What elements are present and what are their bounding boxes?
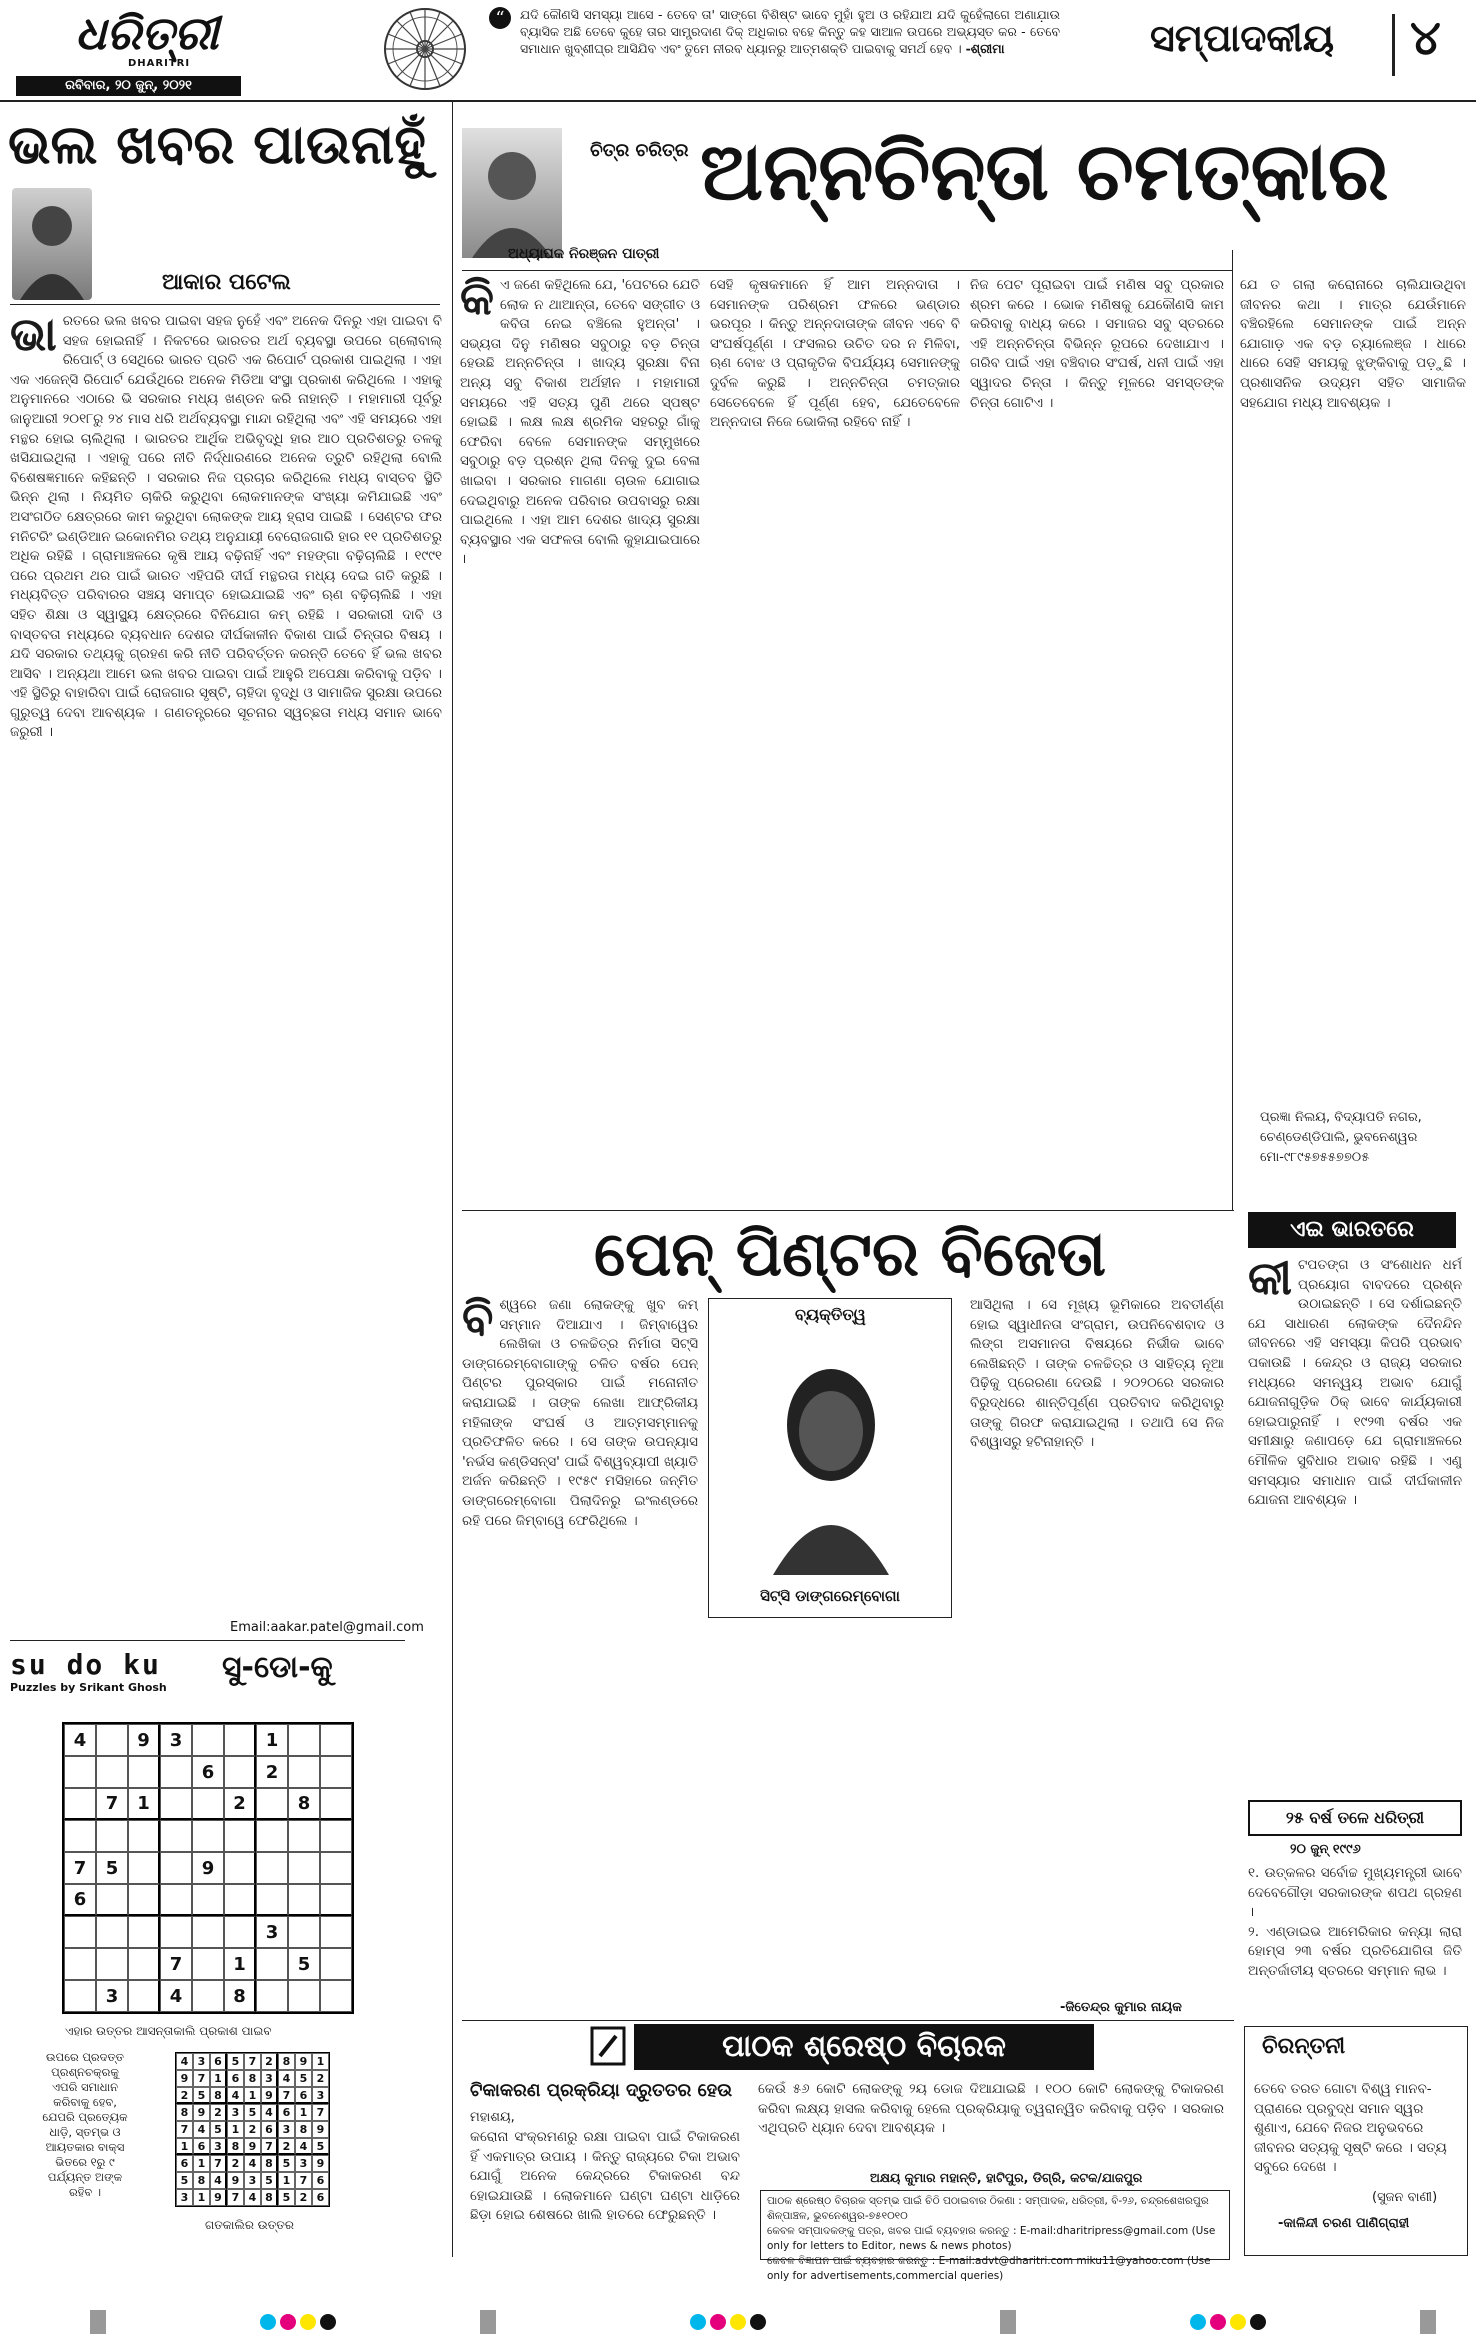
solution-cell: 5 xyxy=(312,2138,329,2155)
sudoku-cell[interactable] xyxy=(192,1948,224,1980)
sudoku-cell[interactable] xyxy=(256,1980,288,2012)
sudoku-cell[interactable] xyxy=(320,1980,352,2012)
profile-photo xyxy=(769,1335,893,1575)
letters-address-box xyxy=(760,2190,1230,2282)
solution-cell: 1 xyxy=(244,2087,261,2104)
editorial-photo xyxy=(462,128,562,258)
letter-title: ଟିକାକରଣ ପ୍ରକ୍ରିୟା ଦ୍ରୁତତର ହେଉ xyxy=(470,2080,733,2101)
profile-body2: ଆସିଥିଲା । ସେ ମୂଖ୍ୟ ଭୂମିକାରେ ଅବତୀର୍ଣ୍ଣ ହୋଇ ସ୍ୱାଧୀନତା ସଂଗ୍ରାମ, ଉପନିବେଶବାଦ ଓ ଲିଙ୍ଗ ଅସମାନତା ବିଷୟରେ ନିର୍ଭୀକ ଭାବେ ଲେଖିଛନ୍ତି । ତାଙ୍କ ଚଳଚ୍ଚିତ୍ର ଓ ସାହିତ୍ୟ ନୂଆ ପିଢ଼ିକୁ ପ୍ରେରଣା ଦେଉଛି । ୨୦୨୦ରେ ସରକାର ବିରୁଦ୍ଧରେ ଶାନ୍ତିପୂର୍ଣ୍ଣ ପ୍ରତିବାଦ କରିଥିବାରୁ ତାଙ୍କୁ ଗିରଫ କରାଯାଇଥିଲା । ତଥାପି ସେ ନିଜ ବିଶ୍ୱାସରୁ ହଟିନାହାନ୍ତି । xyxy=(970,1297,1224,1451)
editorial-right-divider xyxy=(1232,250,1233,1210)
sudoku-cell[interactable]: 4 xyxy=(64,1724,96,1756)
logo-subtitle: DHARITRI xyxy=(128,58,191,69)
sudoku-cell[interactable] xyxy=(256,1852,288,1884)
solution-cell: 1 xyxy=(210,2070,227,2087)
sudoku-cell[interactable]: 6 xyxy=(192,1756,224,1788)
editorial-dropcap: କି xyxy=(460,276,494,325)
solution-cell: 9 xyxy=(244,2138,261,2155)
sudoku-cell[interactable] xyxy=(224,1852,256,1884)
sudoku-cell[interactable] xyxy=(64,1980,96,2012)
sudoku-cell[interactable] xyxy=(64,1756,96,1788)
solution-cell: 9 xyxy=(261,2087,278,2104)
solution-cell: 4 xyxy=(244,2155,261,2172)
sudoku-cell[interactable]: 8 xyxy=(224,1980,256,2012)
profile-photo-caption: ସିଟ୍ସି ଡାଙ୍ଗରେମ୍ବୋଗା xyxy=(760,1587,900,1605)
sudoku-top-rule xyxy=(10,1640,405,1641)
col1-author-rule xyxy=(10,304,440,305)
editorial-signature xyxy=(1260,1108,1470,1168)
sudoku-cell[interactable] xyxy=(96,1724,128,1756)
solution-cell: 5 xyxy=(244,2104,261,2121)
col1-avatar xyxy=(12,188,92,300)
sudoku-cell[interactable] xyxy=(192,1788,224,1820)
solution-cell: 4 xyxy=(244,2189,261,2206)
sudoku-cell[interactable]: 1 xyxy=(128,1788,160,1820)
sudoku-cell[interactable] xyxy=(192,1980,224,2012)
sudoku-cell[interactable] xyxy=(320,1916,352,1948)
solution-cell: 9 xyxy=(312,2155,329,2172)
sudoku-cell[interactable]: 3 xyxy=(96,1980,128,2012)
masthead xyxy=(0,0,1476,100)
sudoku-cell[interactable] xyxy=(320,1948,352,1980)
solution-cell: 6 xyxy=(261,2121,278,2138)
solution-cell: 4 xyxy=(261,2104,278,2121)
sudoku-solution-grid xyxy=(175,2052,330,2207)
registration-marks xyxy=(0,2310,1476,2334)
editorial-body3: ନିଜ ପେଟ ପୂରାଇବା ପାଇଁ ମଣିଷ ସବୁ ପ୍ରକାର ଶ୍ରମ କରେ । ଭୋକ ମଣିଷକୁ ଯେକୌଣସି କାମ କରିବାକୁ ବାଧ୍ୟ କରେ । ସମାଜର ସବୁ ସ୍ତରରେ ଏହି ଅନ୍ନଚିନ୍ତା ବିଭିନ୍ନ ରୂପରେ ଦେଖାଯାଏ । ଗରିବ ପାଇଁ ଏହା ବଞ୍ଚିବାର ସଂଘର୍ଷ, ଧନୀ ପାଇଁ ଏହା ସ୍ୱାଦର ଚିନ୍ତା । କିନ୍ତୁ ମୂଳରେ ସମସ୍ତଙ୍କ ଚିନ୍ତା ଗୋଟିଏ । xyxy=(970,277,1224,411)
sudoku-cell[interactable] xyxy=(160,1884,192,1916)
solution-cell: 2 xyxy=(210,2104,227,2121)
col1-author: ଆକାର ପଟେଲ xyxy=(162,270,291,295)
sudoku-cell[interactable] xyxy=(64,1916,96,1948)
editorial-body1: ଏ ଜଣେ କହିଥିଲେ ଯେ, 'ପେଟରେ ଯେତି ଲୋକ ନ ଥାଆନ୍ତା, ତେବେ ସଙ୍ଗୀତ ଓ କବିତା ନେଇ ବଞ୍ଚିଲେ ହୁଅନ୍ତା' । ସଭ୍ୟତା ଦିନୁ ମଣିଷର ସବୁଠାରୁ ବଡ଼ ଚିନ୍ତା ହେଉଛି ଅନ୍ନଚିନ୍ତା । ଖାଦ୍ୟ ସୁରକ୍ଷା ବିନା ଅନ୍ୟ ସବୁ ବିକାଶ ଅର୍ଥହୀନ । ମହାମାରୀ ସମୟରେ ଏହି ସତ୍ୟ ପୁଣି ଥରେ ସ୍ପଷ୍ଟ ହୋଇଛି । ଲକ୍ଷ ଲକ୍ଷ ଶ୍ରମିକ ସହରରୁ ଗାଁକୁ ଫେରିବା ବେଳେ ସେମାନଙ୍କ ସମ୍ମୁଖରେ ସବୁଠାରୁ ବଡ଼ ପ୍ରଶ୍ନ ଥିଲା ଦିନକୁ ଦୁଇ ବେଳା ଖାଇବା । ସରକାର ମାଗଣା ଚାଉଳ ଯୋଗାଇ ଦେଇଥିବାରୁ ଅନେକ ପରିବାର ଉପବାସରୁ ରକ୍ଷା ପାଇଥିଲେ । ଏହା ଆମ ଦେଶର ଖାଦ୍ୟ ସୁରକ୍ଷା ବ୍ୟବସ୍ଥାର ଏକ ସଫଳତା ବୋଲି କୁହାଯାଇପାରେ । xyxy=(460,277,700,568)
sudoku-cell[interactable] xyxy=(288,1724,320,1756)
masthead-divider xyxy=(1392,14,1395,76)
sudoku-cell[interactable] xyxy=(320,1724,352,1756)
sudoku-cell[interactable] xyxy=(128,1916,160,1948)
sudoku-cell[interactable]: 9 xyxy=(192,1852,224,1884)
editorial-author: ଅଧ୍ୟାପକ ନିରଞ୍ଜନ ପାତ୍ରୀ xyxy=(508,246,660,262)
quote-text: ଯଦି କୌଣସି ସମସ୍ୟା ଆସେ - ତେବେ ତା' ସାଙ୍ଗେ ବିଶିଷ୍ଟ ଭାବେ ମୁହାଁ ହୁଅ ଓ ରହିଯାଅ ଯଦି କୁହେଁଲାଗେ ଅଣାଯ଼ାଉ ବ୍ୟାସିକ ଅଛି ତେବେ କୁହେ ତାର ସାମ୍ପ୍ରଦାଣ ଦିକ୍ ଅଧିକାର ବହେ କିନ୍ତୁ କହ ସାଆଳ ଉପରେ ଅଭ୍ୟସ୍ତ କର - ତେବେ ସମାଧାନ ଖୁବ୍ଶୀଘ୍ର ଆସିଯିବ ଏବଂ ତୁମେ ନୀରବ ଧ୍ୟାନରୁ ଆତ୍ମଶକ୍ତି ପାଇବାକୁ ସମର୍ଥ ହେବ । xyxy=(520,7,1060,56)
solution-cell: 3 xyxy=(210,2138,227,2155)
sudoku-cell[interactable] xyxy=(320,1820,352,1852)
grey-mark xyxy=(480,2310,496,2334)
sudoku-cell[interactable] xyxy=(160,1820,192,1852)
letters-email-editor[interactable]: କେବଳ ସମ୍ପାଦକଙ୍କୁ ପତ୍ର, ଖବର ପାଇଁ ବ୍ୟବହାର କରନ୍ତୁ : E-mail:dharitripress@gmail.com (Use only for letters to Editor, news & news photos) xyxy=(767,2225,1216,2252)
solution-cell: 5 xyxy=(193,2087,210,2104)
solution-cell: 7 xyxy=(227,2189,244,2206)
letter-salutation: ମହାଶୟ, xyxy=(470,2110,515,2125)
solution-cell: 8 xyxy=(193,2172,210,2189)
solution-cell: 8 xyxy=(176,2104,193,2121)
editorial-body2: ସେହି କୃଷକମାନେ ହିଁ ଆମ ଅନ୍ନଦାତା । ସେମାନଙ୍କ ପରିଶ୍ରମ ଫଳରେ ଭଣ୍ଡାର ଭରପୂର । କିନ୍ତୁ ଅନ୍ନଦାତାଙ୍କ ଜୀବନ ଏବେ ବି ସଂଘର୍ଷପୂର୍ଣ୍ଣ । ଫସଲର ଉଚିତ ଦର ନ ମିଳିବା, ଋଣ ବୋଝ ଓ ପ୍ରାକୃତିକ ବିପର୍ଯ୍ୟୟ ସେମାନଙ୍କୁ ଦୁର୍ବଳ କରୁଛି । ଅନ୍ନଚିନ୍ତା ଚମତ୍କାର ସେତେବେଳେ ହିଁ ପୂର୍ଣ୍ଣ ହେବ, ଯେତେବେଳେ ଅନ୍ନଦାତା ନିଜେ ଭୋକିଲା ରହିବେ ନାହିଁ । xyxy=(710,277,960,431)
solution-cell: 8 xyxy=(261,2155,278,2172)
solution-cell: 6 xyxy=(278,2104,295,2121)
editorial-headline: ଅନ୍ନଚିନ୍ତା ଚମତ୍କାର xyxy=(700,125,1389,218)
grey-mark xyxy=(90,2310,106,2334)
profile-box-label: ବ୍ୟକ୍ତିତ୍ୱ xyxy=(795,1305,866,1324)
solution-cell: 1 xyxy=(295,2104,312,2121)
sudoku-byline: Puzzles by Srikant Ghosh xyxy=(10,1681,167,1694)
solution-cell: 6 xyxy=(295,2087,312,2104)
letter-body1: କରୋନା ସଂକ୍ରମଣରୁ ରକ୍ଷା ପାଇବା ପାଇଁ ଟିକାକରଣ ହିଁ ଏକମାତ୍ର ଉପାୟ । କିନ୍ତୁ ରାଜ୍ୟରେ ଟିକା ଅଭାବ ଯୋଗୁଁ ଅନେକ କେନ୍ଦ୍ରରେ ଟିକାକରଣ ବନ୍ଦ ହୋଇଯାଉଛି । ଲୋକମାନେ ଘଣ୍ଟା ଘଣ୍ଟା ଧାଡ଼ିରେ ଛିଡ଼ା ହୋଇ ଶେଷରେ ଖାଲି ହାତରେ ଫେରୁଛନ୍ତି । xyxy=(470,2129,740,2224)
letter-signoff: ଅକ୍ଷୟ କୁମାର ମହାନ୍ତି, ହାଟିପୁର, ଡିଗ୍ରି, କଟକ/ଯାଜପୁର xyxy=(870,2170,1143,2185)
logo-text: ଧରିତ୍ରୀ xyxy=(75,6,219,60)
solution-cell: 5 xyxy=(295,2070,312,2087)
solution-cell: 9 xyxy=(176,2070,193,2087)
letters-top-rule xyxy=(462,2020,1234,2021)
poem-source: (ସୁଜନ ବାଣୀ) xyxy=(1372,2190,1438,2205)
sudoku-cell[interactable]: 2 xyxy=(224,1788,256,1820)
sudoku-cell[interactable]: 1 xyxy=(256,1724,288,1756)
solution-cell: 6 xyxy=(193,2138,210,2155)
sudoku-cell[interactable] xyxy=(128,1756,160,1788)
sudoku-cell[interactable] xyxy=(224,1756,256,1788)
sudoku-cell[interactable] xyxy=(192,1884,224,1916)
solution-cell: 7 xyxy=(176,2121,193,2138)
archive-items xyxy=(1248,1864,1462,1982)
solution-cell: 1 xyxy=(312,2053,329,2070)
sudoku-cell[interactable]: 3 xyxy=(256,1916,288,1948)
sudoku-cell[interactable]: 3 xyxy=(160,1724,192,1756)
solution-cell: 3 xyxy=(193,2053,210,2070)
editorial-col-c xyxy=(970,276,1224,1206)
solution-cell: 7 xyxy=(261,2138,278,2155)
sudoku-cell[interactable] xyxy=(320,1884,352,1916)
sudoku-title-odia: ସୁ-ଡୋ-କୁ xyxy=(222,1650,333,1685)
section-title xyxy=(1150,16,1334,61)
sudoku-cell[interactable] xyxy=(224,1820,256,1852)
sudoku-cell[interactable] xyxy=(160,1916,192,1948)
sudoku-cell[interactable] xyxy=(192,1916,224,1948)
sidebar-body-text: ଟପତଙ୍ଗ ଓ ସଂଶୋଧନ ଧର୍ମ ପ୍ରୟୋଗ ବାବଦରେ ପ୍ରଶ୍ନ ଉଠାଇଛନ୍ତି । ସେ ଦର୍ଶାଇଛନ୍ତି ଯେ ସାଧାରଣ ଲୋକଙ୍କ ଦୈନନ୍ଦିନ ଜୀବନରେ ଏହି ସମସ୍ୟା କିପରି ପ୍ରଭାବ ପକାଉଛି । କେନ୍ଦ୍ର ଓ ରାଜ୍ୟ ସରକାର ମଧ୍ୟରେ ସମନ୍ୱୟ ଅଭାବ ଯୋଗୁଁ ଯୋଜନାଗୁଡ଼ିକ ଠିକ୍ ଭାବେ କାର୍ଯ୍ୟକାରୀ ହୋଇପାରୁନାହିଁ । ୧୯୨୩ ବର୍ଷର ଏକ ସମୀକ୍ଷାରୁ ଜଣାପଡ଼େ ଯେ ଗ୍ରାମାଞ୍ଚଳରେ ମୌଳିକ ସୁବିଧାର ଅଭାବ ରହିଛି । ଏଣୁ ସମସ୍ୟାର ସମାଧାନ ପାଇଁ ଦୀର୍ଘକାଳୀନ ଯୋଜନା ଆବଶ୍ୟକ । xyxy=(1248,1257,1462,1509)
solution-cell: 4 xyxy=(210,2172,227,2189)
wheel-icon xyxy=(380,4,470,98)
profile-headline: ପେନ୍ ପିଣ୍ଟର ବିଜେତା xyxy=(593,1217,1106,1290)
sudoku-cell[interactable] xyxy=(288,1852,320,1884)
poem-text: ତେବେ ତରତ ଗୋଟା ବିଶ୍ୱ ମାନବ-ପ୍ରାଣରେ ପ୍ରବୁଦ୍ଧ ସମାନ ସ୍ୱର ଶୁଣାଏ, ଯେବେ ନିଜର ଅନୁଭବରେ ଜୀବନର ସତ୍ୟକୁ ସୃଷ୍ଟି କରେ । ସତ୍ୟ ସବୁରେ ଦେଖେ । xyxy=(1254,2081,1447,2176)
profile-body1: ଶ୍ୱରେ ଜଣା ଲୋକଙ୍କୁ ଖୁବ କମ୍ ସମ୍ମାନ ଦିଆଯାଏ । ଜିମ୍ବାୱେର ଲେଖିକା ଓ ଚଳଚ୍ଚିତ୍ର ନିର୍ମାତା ସିଟ୍ସି ଡାଙ୍ଗରେମ୍ବୋଗାଙ୍କୁ ଚଳିତ ବର୍ଷର ପେନ୍ ପିଣ୍ଟର ପୁରସ୍କାର ପାଇଁ ମନୋନୀତ କରାଯାଇଛି । ତାଙ୍କ ଲେଖା ଆଫ୍ରିକୀୟ ମହିଳାଙ୍କ ସଂଘର୍ଷ ଓ ଆତ୍ମସମ୍ମାନକୁ ପ୍ରତିଫଳିତ କରେ । ସେ ତାଙ୍କ ଉପନ୍ୟାସ 'ନର୍ଭସ କଣ୍ଡିସନ୍ସ' ପାଇଁ ବିଶ୍ୱବ୍ୟାପୀ ଖ୍ୟାତି ଅର୍ଜନ କରିଛନ୍ତି । ୧୯୫୯ ମସିହାରେ ଜନ୍ମିତ ଡାଙ୍ଗରେମ୍ବୋଗା ପିଲାଦିନରୁ ଇଂଲଣ୍ଡରେ ରହି ପରେ ଜିମ୍ବାୱେ ଫେରିଥିଲେ । xyxy=(462,1297,698,1529)
editorial-kicker: ଚିତ୍ର ଚରିତ୍ର xyxy=(590,140,689,161)
issue-date: ରବିବାର, ୨୦ ଜୁନ୍, ୨୦୨୧ xyxy=(16,76,241,96)
solution-cell: 5 xyxy=(210,2121,227,2138)
sudoku-cell[interactable] xyxy=(320,1788,352,1820)
sudoku-cell[interactable] xyxy=(160,1852,192,1884)
sidebar-title: ଏଇ ଭାରତରେ xyxy=(1248,1212,1456,1248)
sudoku-cell[interactable] xyxy=(256,1884,288,1916)
solution-cell: 4 xyxy=(278,2070,295,2087)
solution-cell: 8 xyxy=(244,2070,261,2087)
sudoku-cell[interactable]: 2 xyxy=(256,1756,288,1788)
editorial-col-a xyxy=(460,276,700,1206)
profile-photo-box xyxy=(708,1298,952,1618)
page-number: ୪ xyxy=(1410,10,1441,66)
sudoku-cell[interactable] xyxy=(96,1820,128,1852)
sudoku-cell[interactable]: 1 xyxy=(224,1948,256,1980)
sudoku-cell[interactable] xyxy=(320,1852,352,1884)
solution-cell: 6 xyxy=(176,2155,193,2172)
solution-cell: 1 xyxy=(176,2138,193,2155)
solution-cell: 3 xyxy=(278,2121,295,2138)
sudoku-cell[interactable] xyxy=(288,1980,320,2012)
sudoku-cell[interactable] xyxy=(320,1756,352,1788)
solution-cell: 5 xyxy=(278,2189,295,2206)
sudoku-cell[interactable] xyxy=(288,1884,320,1916)
color-dots xyxy=(1190,2314,1270,2334)
solution-cell: 7 xyxy=(193,2070,210,2087)
sudoku-cell[interactable] xyxy=(192,1820,224,1852)
sudoku-cell[interactable]: 9 xyxy=(128,1724,160,1756)
solution-cell: 2 xyxy=(278,2138,295,2155)
editorial-rule xyxy=(462,270,1232,271)
solution-cell: 7 xyxy=(244,2053,261,2070)
sudoku-cell[interactable] xyxy=(96,1916,128,1948)
sudoku-cell[interactable]: 5 xyxy=(96,1852,128,1884)
masthead-rule xyxy=(0,100,1476,102)
poem-title: ଚିରନ୍ତନୀ xyxy=(1262,2034,1346,2059)
letters-banner: ପାଠକ ଶ୍ରେଷ୍ଠ ବିଚାରକ xyxy=(634,2024,1094,2070)
solution-cell: 3 xyxy=(227,2104,244,2121)
editorial-col-b xyxy=(710,276,960,1206)
sudoku-cell[interactable] xyxy=(64,1820,96,1852)
sudoku-cell[interactable] xyxy=(128,1820,160,1852)
sudoku-grid[interactable] xyxy=(62,1722,354,2014)
sudoku-cell[interactable] xyxy=(128,1884,160,1916)
solution-cell: 1 xyxy=(193,2155,210,2172)
col1-body-text: ରତରେ ଭଲ ଖବର ପାଇବା ସହଜ ନୁହେଁ ଏବଂ ଅନେକ ଦିନରୁ ଏହା ପାଇବା ବି ସହଜ ହୋଇନାହିଁ । ନିକଟରେ ଭାରତର ଅର୍ଥ ବ୍ୟବସ୍ଥା ଉପରେ ଗ୍ଲୋବାଲ୍ ରିପୋର୍ଟ୍ ଓ ସେଥିରେ ଭାରତ ପ୍ରତି ଏକ ରିପୋର୍ଟ ପ୍ରକାଶ ପାଇଥିଲା । ଏହା ଏକ ଏଜେନ୍ସି ରିପୋର୍ଟ ଯେଉଁଥିରେ ଅନେକ ମିଡିଆ ସଂସ୍ଥା ପ୍ରକାଶ କରିଥିଲେ । ଏହାକୁ ଅନୁମାନରେ ଏଠାରେ ଭି ସରକାର ମଧ୍ୟ ଖଣ୍ଡନ କରି ନାହାନ୍ତି । ମହାମାରୀ ପୂର୍ବରୁ ଜାନୁଆରୀ ୨୦୧୮ରୁ ୨୪ ମାସ ଧରି ଅର୍ଥବ୍ୟବସ୍ଥା ମାନ୍ଦା ରହିଥିଲା ଏବଂ ଏହି ସମୟରେ ଏହା ମନ୍ଥର ହୋଇ ଚାଲିଥିଲା । ଭାରତର ଆର୍ଥିକ ଅଭିବୃଦ୍ଧି ହାର ଆଠ ପ୍ରତିଶତରୁ ତଳକୁ ଖସିଯାଇଥିଲା । ଏହାକୁ ପରେ ନୀତି ନିର୍ଦ୍ଧାରଣରେ ଅନେକ ତ୍ରୁଟି ରହିଥିଲା ବୋଲି ବିଶେଷଜ୍ଞମାନେ କହିଛନ୍ତି । ସରକାର ନିଜ ପ୍ରଚାର କରିଥିଲେ ମଧ୍ୟ ବାସ୍ତବ ସ୍ଥିତି ଭିନ୍ନ ଥିଲା । ନିୟମିତ ଚାକିରି କରୁଥିବା ଲୋକମାନଙ୍କ ସଂଖ୍ୟା କମିଯାଇଛି ଏବଂ ଅସଂଗଠିତ କ୍ଷେତ୍ରରେ କାମ କରୁଥିବା ଲୋକଙ୍କ ଆୟ ହ୍ରାସ ପାଇଛି । ସେଣ୍ଟର ଫର ମନିଟରିଂ ଇଣ୍ଡିଆନ ଇକୋନମିର ତଥ୍ୟ ଅନୁଯାୟୀ ବେରୋଜଗାରି ହାର ୧୧ ପ୍ରତିଶତରୁ ଅଧିକ ରହିଛି । ଗ୍ରାମାଞ୍ଚଳରେ କୃଷି ଆୟ ବଢ଼ିନାହିଁ ଏବଂ ମହଙ୍ଗା ବଢ଼ିଚାଲିଛି । ୧୯୯୧ ପରେ ପ୍ରଥମ ଥର ପାଇଁ ଭାରତ ଏହିପରି ଦୀର୍ଘ ମନ୍ଥରତା ମଧ୍ୟ ଦେଇ ଗତି କରୁଛି । ମଧ୍ୟବିତ୍ତ ପରିବାରର ସଞ୍ଚୟ ସମାପ୍ତ ହୋଇଯାଇଛି ଏବଂ ଋଣ ବଢ଼ିଚାଲିଛି । ଏହା ସହିତ ଶିକ୍ଷା ଓ ସ୍ୱାସ୍ଥ୍ୟ କ୍ଷେତ୍ରରେ ବିନିଯୋଗ କମ୍ ରହିଛି । ସରକାରୀ ଦାବି ଓ ବାସ୍ତବତା ମଧ୍ୟରେ ବ୍ୟବଧାନ ଦେଶର ଦୀର୍ଘକାଳୀନ ବିକାଶ ପାଇଁ ଚିନ୍ତାର ବିଷୟ । ଯଦି ସରକାର ତଥ୍ୟକୁ ଗ୍ରହଣ କରି ନୀତି ପରିବର୍ତ୍ତନ କରନ୍ତି ତେବେ ହିଁ ଭଲ ଖବର ଆସିବ । ଅନ୍ୟଥା ଆମେ ଭଲ ଖବର ପାଇବା ପାଇଁ ଆହୁରି ଅପେକ୍ଷା କରିବାକୁ ପଡ଼ିବ । ଏହି ସ୍ଥିତିରୁ ବାହାରିବା ପାଇଁ ରୋଜଗାର ସୃଷ୍ଟି, ଚାହିଦା ବୃଦ୍ଧି ଓ ସାମାଜିକ ସୁରକ୍ଷା ଉପରେ ଗୁରୁତ୍ୱ ଦେବା ଆବଶ୍ୟକ । ଗଣତନ୍ତ୍ରରେ ସୂଚନାର ସ୍ୱଚ୍ଛତା ମଧ୍ୟ ସମାନ ଭାବେ ଜରୁରୀ । xyxy=(10,313,442,741)
quote-author: -ଶ୍ରୀମା xyxy=(965,41,1005,56)
sudoku-cell[interactable] xyxy=(128,1948,160,1980)
letters-email-advt[interactable]: କେବଳ ବିଜ୍ଞାପନ ପାଇଁ ବ୍ୟବହାର କରନ୍ତୁ : E-mail:advt@dharitri.com miku11@yahoo.com (Use only for advertisements,commercial queries) xyxy=(767,2255,1211,2282)
profile-top-rule xyxy=(462,1210,1234,1211)
sudoku-cell[interactable] xyxy=(224,1724,256,1756)
solution-cell: 2 xyxy=(261,2053,278,2070)
grey-mark xyxy=(1000,2310,1016,2334)
solution-cell: 2 xyxy=(176,2087,193,2104)
sudoku-cell[interactable] xyxy=(160,1788,192,1820)
solution-cell: 3 xyxy=(295,2155,312,2172)
solution-cell: 5 xyxy=(176,2172,193,2189)
color-dots xyxy=(690,2314,770,2334)
solution-cell: 6 xyxy=(312,2172,329,2189)
masthead-logo[interactable] xyxy=(75,6,219,62)
solution-cell: 9 xyxy=(295,2053,312,2070)
sudoku-answer-note: ଏହାର ଉତ୍ତର ଆସନ୍ତାକାଲି ପ୍ରକାଶ ପାଇବ xyxy=(65,2024,272,2038)
svg-text:“: “ xyxy=(495,8,505,29)
sudoku-cell[interactable]: 5 xyxy=(288,1948,320,1980)
solution-cell: 5 xyxy=(227,2053,244,2070)
solution-cell: 8 xyxy=(261,2189,278,2206)
quote-icon xyxy=(488,6,512,30)
col1-headline: ଭଲ ଖବର ପାଉନାହୁଁ xyxy=(8,113,426,176)
sudoku-cell[interactable] xyxy=(224,1916,256,1948)
sudoku-solution-caption: ଉପରେ ପ୍ରଦତ୍ତ ପ୍ରଶ୍ନଚକ୍ରକୁ ଏପରି ସମାଧାନ କରିବାକୁ ହେବ, ଯେପରି ପ୍ରତ୍ୟେକ ଧାଡ଼ି, ସ୍ତମ୍ଭ ଓ ଆୟତକାର ବାକ୍ସ ଭିତରେ ୧ରୁ ୯ ପର୍ଯ୍ୟନ୍ତ ଅଙ୍କ ରହିବ । xyxy=(42,2050,128,2199)
grey-mark xyxy=(1420,2310,1436,2334)
solution-cell: 7 xyxy=(295,2172,312,2189)
solution-cell: 2 xyxy=(295,2189,312,2206)
solution-cell: 8 xyxy=(210,2087,227,2104)
poem-author: -କାଳିନ୍ଦୀ ଚରଣ ପାଣିଗ୍ରାହୀ xyxy=(1278,2216,1410,2231)
solution-cell: 7 xyxy=(278,2087,295,2104)
solution-cell: 1 xyxy=(227,2121,244,2138)
solution-cell: 4 xyxy=(193,2121,210,2138)
sudoku-cell[interactable] xyxy=(128,1852,160,1884)
solution-cell: 8 xyxy=(295,2121,312,2138)
solution-cell: 3 xyxy=(312,2087,329,2104)
col1-divider xyxy=(452,102,453,2257)
archive-label: ୨୫ ବର୍ଷ ତଳେ ଧରିତ୍ରୀ xyxy=(1285,1808,1425,1827)
col1-dropcap: ଭା xyxy=(10,312,57,361)
solution-cell: 2 xyxy=(227,2155,244,2172)
sudoku-title: su do ku xyxy=(10,1648,161,1681)
editorial-col-d xyxy=(1240,276,1466,1096)
solution-cell: 9 xyxy=(210,2189,227,2206)
solution-cell: 6 xyxy=(227,2070,244,2087)
sudoku-cell[interactable] xyxy=(288,1916,320,1948)
sudoku-cell[interactable] xyxy=(64,1948,96,1980)
archive-header xyxy=(1248,1800,1462,1836)
sudoku-cell[interactable] xyxy=(288,1820,320,1852)
sudoku-cell[interactable] xyxy=(96,1948,128,1980)
archive-date: ୨୦ ଜୁନ୍ ୧୯୯୬ xyxy=(1290,1842,1361,1857)
sudoku-cell[interactable]: 7 xyxy=(160,1948,192,1980)
daily-quote xyxy=(520,6,1060,57)
sudoku-cell[interactable] xyxy=(256,1820,288,1852)
sudoku-cell[interactable]: 8 xyxy=(288,1788,320,1820)
sudoku-cell[interactable] xyxy=(64,1788,96,1820)
sudoku-solution-label: ଗତକାଲିର ଉତ୍ତର xyxy=(205,2218,294,2232)
solution-cell: 5 xyxy=(261,2172,278,2189)
sidebar-body xyxy=(1248,1256,1462,1796)
profile-signoff: -ଜିତେନ୍ଦ୍ର କୁମାର ନାୟକ xyxy=(1060,2000,1182,2015)
sudoku-cell[interactable] xyxy=(160,1756,192,1788)
solution-cell: 3 xyxy=(244,2172,261,2189)
sidebar-dropcap: କୀ xyxy=(1248,1256,1293,1305)
color-dots xyxy=(260,2314,340,2334)
solution-cell: 9 xyxy=(227,2172,244,2189)
solution-cell: 8 xyxy=(278,2053,295,2070)
sudoku-block xyxy=(10,1648,405,1694)
sudoku-cell[interactable] xyxy=(96,1884,128,1916)
editorial-body4: ଯେ ତ ଗଲା କରୋନାରେ ଚାଲିଯାଉଥିବା ଜୀବନର କଥା । ମାତ୍ର ଯେଉଁମାନେ ବଞ୍ଚିରହିଲେ ସେମାନଙ୍କ ପାଇଁ ଅନ୍ନ ଯୋଗାଡ଼ ଏକ ବଡ଼ ଚ୍ୟାଲେଞ୍ଜ । ଧାରେ ଧାରେ ସେହି ସମୟକୁ ଝୁଙ୍କିବାକୁ ପଡ଼ୁଛି । ପ୍ରଶାସନିକ ଉଦ୍ୟମ ସହିତ ସାମାଜିକ ସହଯୋଗ ମଧ୍ୟ ଆବଶ୍ୟକ । xyxy=(1240,277,1466,411)
solution-cell: 2 xyxy=(312,2070,329,2087)
profile-col-b xyxy=(970,1296,1224,1986)
solution-cell: 6 xyxy=(210,2053,227,2070)
profile-col-a xyxy=(462,1296,698,2026)
letters-address: ପାଠକ ଶ୍ରେଷ୍ଠ ବିଚାରକ ସ୍ତମ୍ଭ ପାଇଁ ଚିଠି ପଠାଇବାର ଠିକଣା : ସମ୍ପାଦକ, ଧରିତ୍ରୀ, ବି-୨୬, ଚନ୍ଦ୍ରଶେଖରପୁର ଶିଳ୍ପାଞ୍ଚଳ, ଭୁବନେଶ୍ୱର-୭୫୧୦୧୦ xyxy=(767,2195,1209,2222)
solution-cell: 4 xyxy=(176,2053,193,2070)
sudoku-cell[interactable] xyxy=(256,1788,288,1820)
solution-cell: 4 xyxy=(227,2087,244,2104)
solution-cell: 6 xyxy=(312,2189,329,2206)
signature-address: ପ୍ରଜ୍ଞା ନିଲୟ, ବିଦ୍ୟାପତି ନଗର, xyxy=(1260,1110,1422,1125)
sudoku-cell[interactable]: 4 xyxy=(160,1980,192,2012)
pen-icon xyxy=(590,2026,626,2066)
sudoku-cell[interactable]: 7 xyxy=(64,1852,96,1884)
signature-place: ଚେଣ୍ଡେଣ୍ଡିପାଲି, ଭୁବନେଶ୍ୱର xyxy=(1260,1130,1418,1145)
solution-cell: 1 xyxy=(278,2172,295,2189)
sudoku-cell[interactable]: 7 xyxy=(96,1788,128,1820)
sudoku-cell[interactable] xyxy=(256,1948,288,1980)
letter-body2: କେଉଁ ୫୬ କୋଟି ଲୋକଙ୍କୁ ୨ୟ ଡୋଜ ଦିଆଯାଇଛି । ୧୦୦ କୋଟି ଲୋକଙ୍କୁ ଟିକାକରଣ କରିବା ଲକ୍ଷ୍ୟ ହାସଲ କରିବାକୁ ହେଲେ ପ୍ରକ୍ରିୟାକୁ ତ୍ୱରାନ୍ୱିତ କରିବାକୁ ପଡ଼ିବ । ସରକାର ଏଥିପ୍ରତି ଧ୍ୟାନ ଦେବା ଆବଶ୍ୟକ । xyxy=(758,2081,1224,2137)
solution-cell: 7 xyxy=(210,2155,227,2172)
archive-item-2: ୨. ଏଣ୍ଡାଇଭ ଆମେରିକାର କନ୍ୟା ଲାରା ହୋମ୍ସ ୨୩ ବର୍ଷର ପ୍ରତିଯୋଗିତା ଜିତି ଅନ୍ତର୍ଜାତୀୟ ସ୍ତରରେ ସମ୍ମାନ ଲାଭ । xyxy=(1248,1923,1462,1979)
solution-cell: 7 xyxy=(312,2104,329,2121)
solution-cell: 3 xyxy=(261,2070,278,2087)
archive-item-1: ୧. ଉତ୍କଳର ସର୍ବୋଚ୍ଚ ମୁଖ୍ୟମନ୍ତ୍ରୀ ଭାବେ ଦେବେଗୌଡ଼ା ସରକାରଙ୍କ ଶପଥ ଗ୍ରହଣ । xyxy=(1248,1865,1462,1921)
sudoku-cell[interactable] xyxy=(288,1756,320,1788)
solution-cell: 9 xyxy=(312,2121,329,2138)
signature-phone: ମୋ-୯୮୯୫୭୫୫୭୭୦୫ xyxy=(1260,1150,1370,1165)
sudoku-cell[interactable] xyxy=(224,1884,256,1916)
solution-cell: 5 xyxy=(278,2155,295,2172)
sudoku-cell[interactable] xyxy=(192,1724,224,1756)
solution-cell: 8 xyxy=(227,2138,244,2155)
profile-dropcap: ବି xyxy=(462,1296,494,1345)
col1-email[interactable]: Email:aakar.patel@gmail.com xyxy=(230,1620,424,1635)
solution-cell: 3 xyxy=(176,2189,193,2206)
sudoku-cell[interactable] xyxy=(128,1980,160,2012)
section-label: ସମ୍ପାଦକୀୟ xyxy=(1150,16,1335,60)
solution-cell: 4 xyxy=(295,2138,312,2155)
solution-cell: 2 xyxy=(244,2121,261,2138)
col1-body xyxy=(10,312,442,1612)
sudoku-cell[interactable] xyxy=(96,1756,128,1788)
solution-cell: 9 xyxy=(193,2104,210,2121)
solution-cell: 1 xyxy=(193,2189,210,2206)
sudoku-cell[interactable]: 6 xyxy=(64,1884,96,1916)
